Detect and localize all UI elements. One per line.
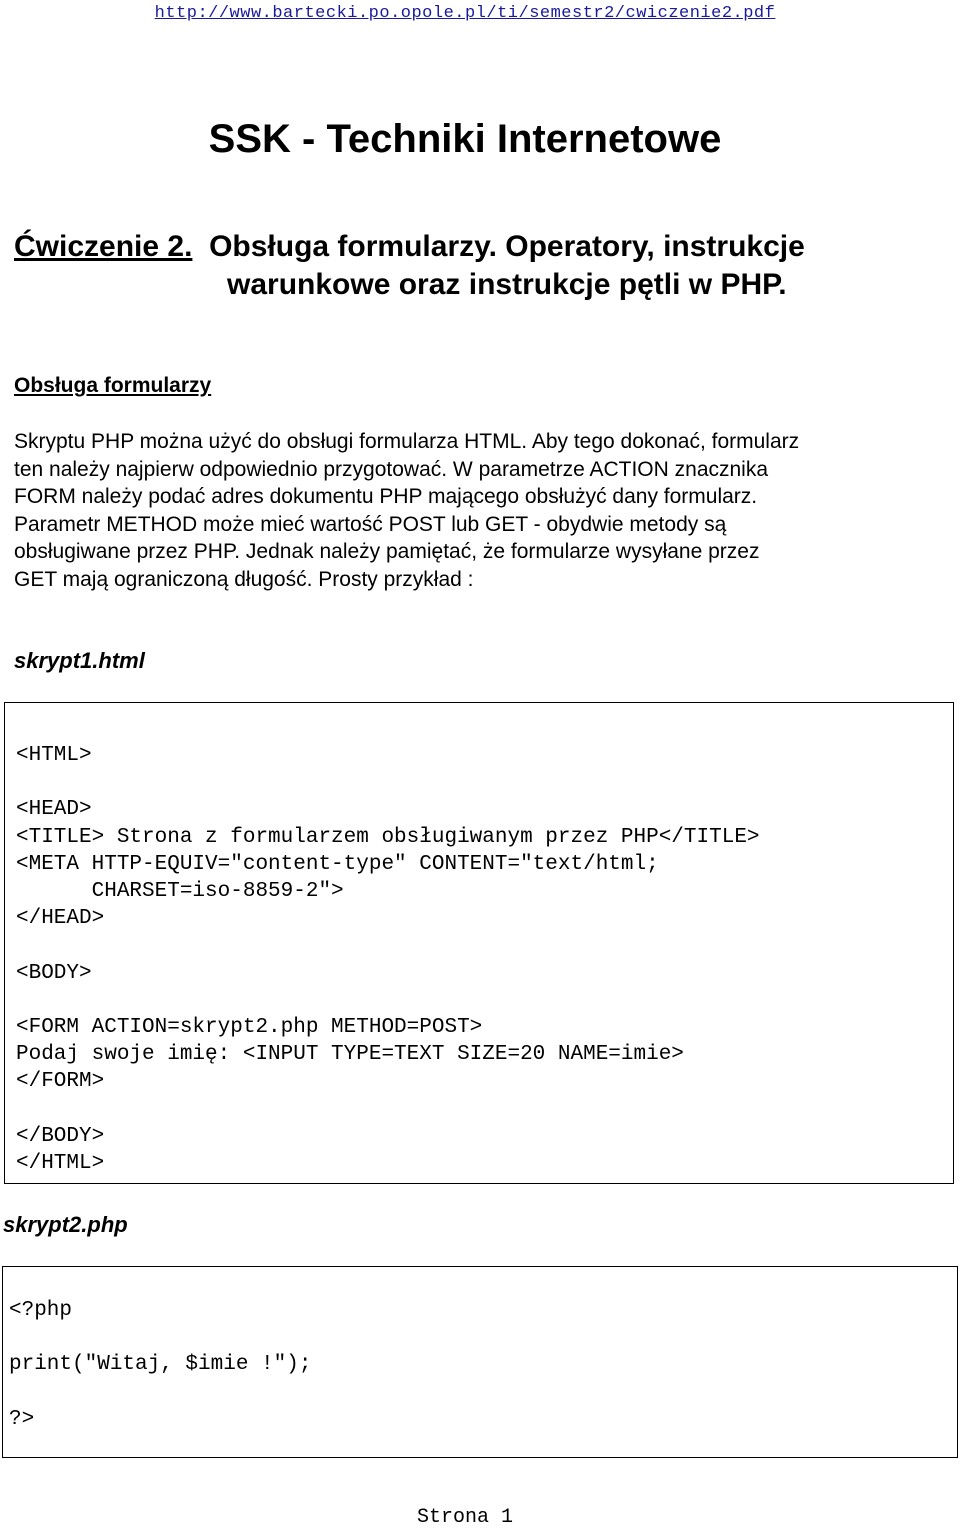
file1-label: skrypt1.html (14, 648, 145, 673)
paragraph-line: FORM należy podać adres dokumentu PHP mającego obsłużyć dany formularz. (14, 485, 758, 509)
file2-code-box (2, 1266, 958, 1458)
paragraph-line: ten należy najpierw odpowiednio przygotować. W parametrze ACTION znacznika (14, 457, 769, 481)
exercise-title-line1: Obsługa formularzy. Operatory, instrukcje (209, 230, 805, 263)
paragraph-line: Parametr METHOD może mieć wartość POST lub GET - obydwie metody są (14, 512, 727, 536)
body-paragraph (14, 428, 914, 594)
paragraph-line: GET mają ograniczoną długość. Prosty przykład : (14, 567, 474, 591)
file1-code: <HTML> <HEAD> <TITLE> Strona z formularzem obsługiwanym przez PHP</TITLE> <META HTTP-EQUIV="content-type" CONTENT="text/html; CHARSET=iso-8859-2"> </HEAD> <BODY> <FORM ACTION=skrypt2.php METHOD=POST> Podaj swoje imię: <INPUT TYPE=TEXT SIZE=20 NAME=imie> </FORM> </BODY> </HTML> (16, 744, 760, 1176)
paragraph-line: obsługiwane przez PHP. Jednak należy pamiętać, że formularze wysyłane przez (14, 540, 760, 564)
exercise-title (14, 228, 805, 304)
course-title: SSK - Techniki Internetowe (208, 117, 722, 161)
exercise-number: Ćwiczenie 2. (14, 230, 193, 263)
exercise-title-line2: warunkowe oraz instrukcje pętli w PHP. (227, 268, 787, 301)
file2-code: <?php print("Witaj, $imie !"); ?> (9, 1299, 312, 1431)
section-heading: Obsługa formularzy (14, 374, 212, 397)
paragraph-line: Skryptu PHP można użyć do obsługi formularza HTML. Aby tego dokonać, formularz (14, 430, 800, 453)
file2-label: skrypt2.php (3, 1212, 128, 1237)
header-url: http://www.bartecki.po.opole.pl/ti/semestr2/cwiczenie2.pdf (154, 4, 776, 23)
file1-code-box (4, 702, 954, 1184)
page-footer: Strona 1 (416, 1506, 513, 1529)
